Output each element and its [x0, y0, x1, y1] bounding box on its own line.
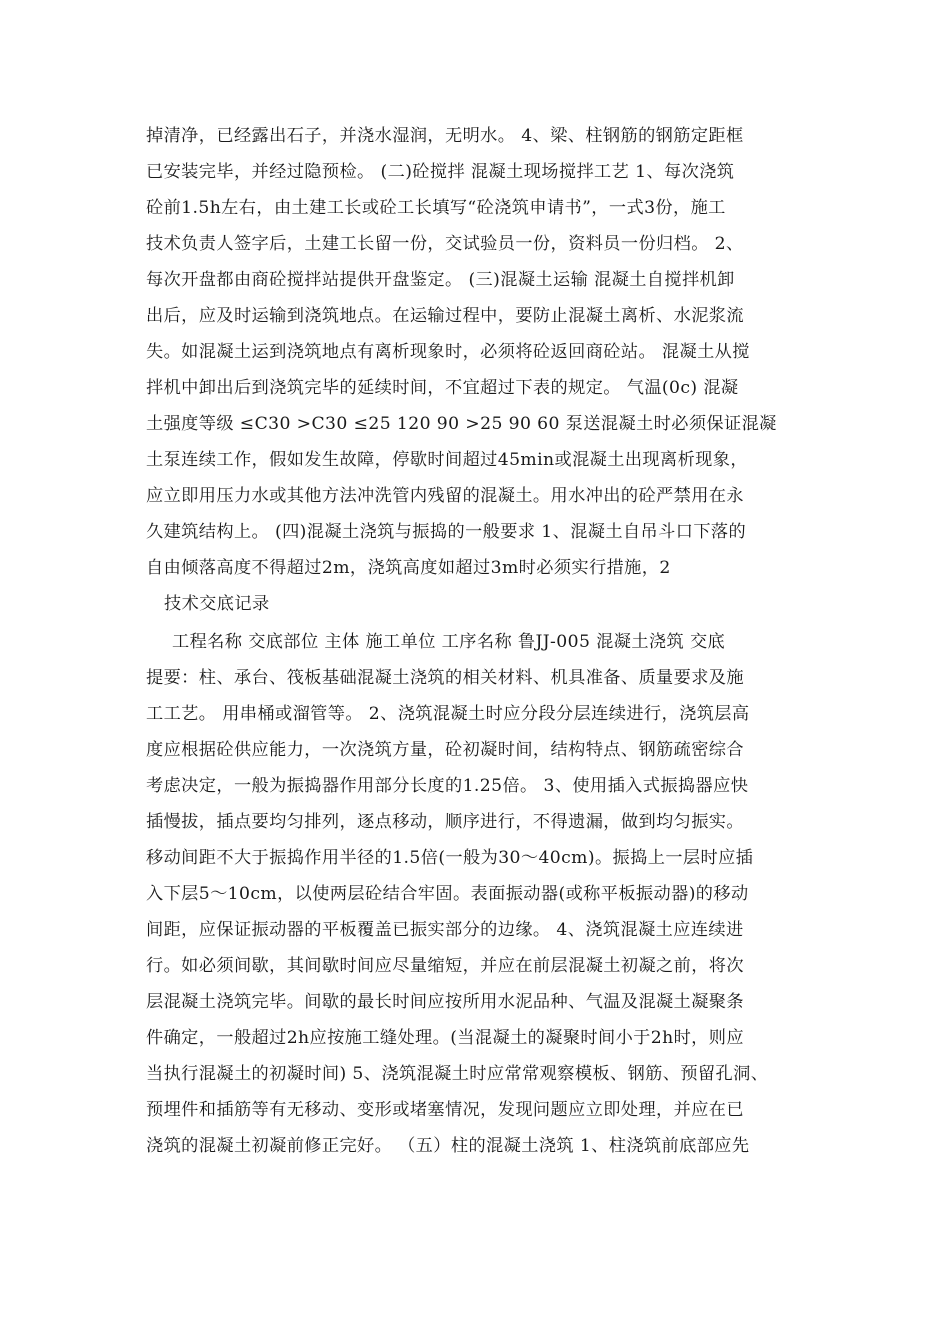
body-text-line: 工程名称 交底部位 主体 施工单位 工序名称 鲁JJ-005 混凝土浇筑 交底 [172, 632, 726, 652]
body-text-line: 行。如必须间歇，其间歇时间应尽量缩短，并应在前层混凝土初凝之前，将次 [146, 956, 744, 976]
body-text-line: 每次开盘都由商砼搅拌站提供开盘鉴定。 (三)混凝土运输 混凝土自搅拌机卸 [146, 270, 735, 290]
body-text-line: 间距，应保证振动器的平板覆盖已振实部分的边缘。 4、浇筑混凝土应连续进 [146, 920, 744, 940]
body-text-line: 工工艺。 用串桶或溜管等。 2、浇筑混凝土时应分段分层连续进行，浇筑层高 [146, 704, 750, 724]
body-text-line: 掉清净，已经露出石子，并浇水湿润，无明水。 4、梁、柱钢筋的钢筋定距框 [146, 126, 744, 146]
body-text-line: 久建筑结构上。 (四)混凝土浇筑与振捣的一般要求 1、混凝土自吊斗口下落的 [146, 522, 747, 542]
body-text-line: 当执行混凝土的初凝时间) 5、浇筑混凝土时应常常观察模板、钢筋、预留孔洞、 [146, 1064, 769, 1084]
body-text-line: 移动间距不大于振捣作用半径的1.5倍(一般为30～40cm)。振捣上一层时应插 [146, 848, 754, 868]
body-text-line: 砼前1.5h左右，由土建工长或砼工长填写“砼浇筑申请书”，一式3份，施工 [146, 198, 726, 218]
body-text-line: 土泵连续工作，假如发生故障，停歇时间超过45min或混凝土出现离析现象， [146, 450, 748, 470]
body-text-line: 提要：柱、承台、筏板基础混凝土浇筑的相关材料、机具准备、质量要求及施 [146, 668, 744, 688]
body-text-line: 考虑决定，一般为振捣器作用部分长度的1.25倍。 3、使用插入式振捣器应快 [146, 776, 749, 796]
body-text-line: 失。如混凝土运到浇筑地点有离析现象时，必须将砼返回商砼站。 混凝土从搅 [146, 342, 750, 362]
body-text-line: 浇筑的混凝土初凝前修正完好。 （五）柱的混凝土浇筑 1、柱浇筑前底部应先 [146, 1136, 750, 1156]
body-text-line: 应立即用压力水或其他方法冲洗管内残留的混凝土。用水冲出的砼严禁用在永 [146, 486, 744, 506]
body-text-line: 自由倾落高度不得超过2m，浇筑高度如超过3m时必须实行措施，2 [146, 558, 671, 578]
body-text-line: 插慢拔，插点要均匀排列，逐点移动，顺序进行，不得遗漏，做到均匀振实。 [146, 812, 744, 832]
body-text-line: 入下层5～10cm，以使两层砼结合牢固。表面振动器(或称平板振动器)的移动 [146, 884, 749, 904]
body-text-line: 出后，应及时运输到浇筑地点。在运输过程中，要防止混凝土离析、水泥浆流 [146, 306, 744, 326]
body-text-line: 度应根据砼供应能力，一次浇筑方量，砼初凝时间，结构特点、钢筋疏密综合 [146, 740, 744, 760]
body-text-line: 预埋件和插筋等有无移动、变形或堵塞情况，发现问题应立即处理，并应在已 [146, 1100, 744, 1120]
body-text-line: 件确定，一般超过2h应按施工缝处理。(当混凝土的凝聚时间小于2h时，则应 [146, 1028, 744, 1048]
body-text-line: 已安装完毕，并经过隐预检。 (二)砼搅拌 混凝土现场搅拌工艺 1、每次浇筑 [146, 162, 735, 182]
body-text-line: 拌机中卸出后到浇筑完毕的延续时间，不宜超过下表的规定。 气温(0c) 混凝 [146, 378, 739, 398]
body-text-line: 层混凝土浇筑完毕。间歇的最长时间应按所用水泥品种、气温及混凝土凝聚条 [146, 992, 744, 1012]
body-text-line: 土强度等级 ≤C30 >C30 ≤25 120 90 >25 90 60 泵送混凝土时必须保证混凝 [146, 414, 777, 434]
section-heading: 技术交底记录 [164, 594, 270, 614]
body-text-line: 技术负责人签字后，土建工长留一份，交试验员一份，资料员一份归档。 2、 [146, 234, 744, 254]
